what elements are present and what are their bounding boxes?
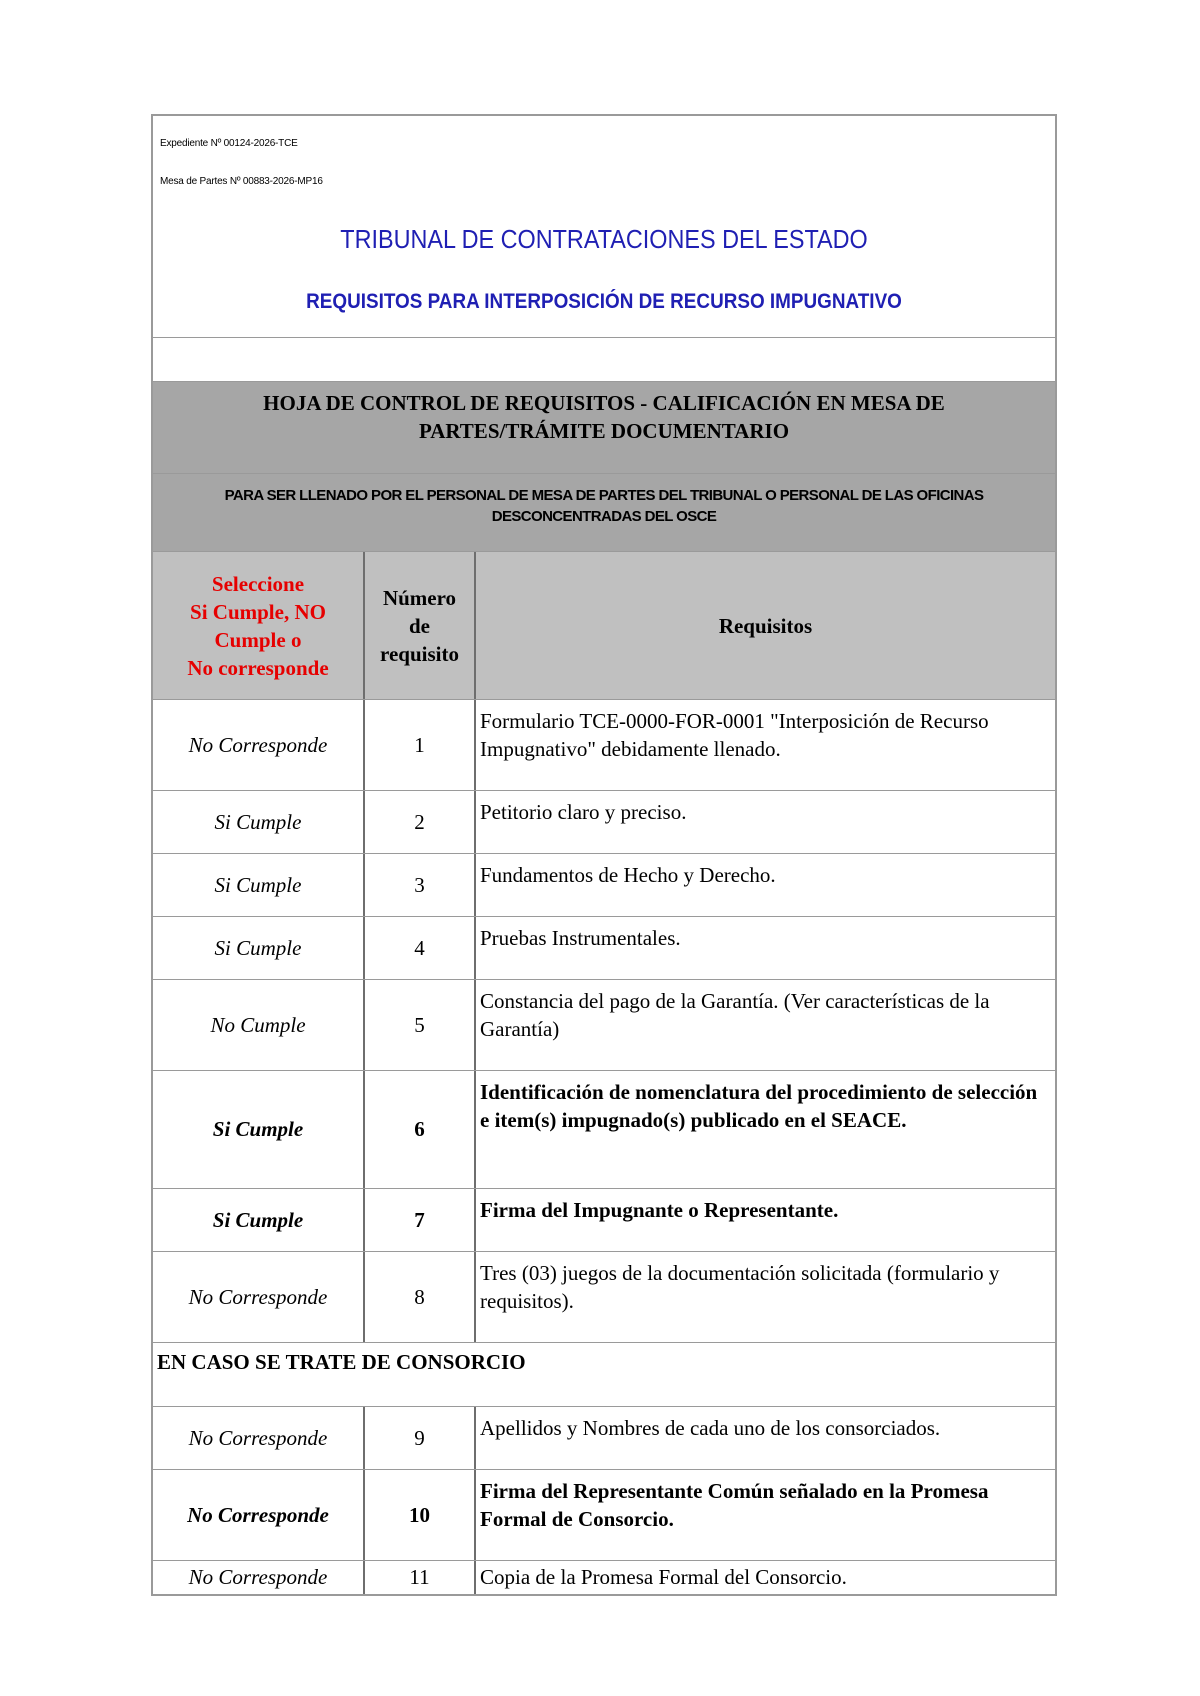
- control-note-line2: DESCONCENTRADAS DEL OSCE: [491, 508, 717, 525]
- row-status[interactable]: Si Cumple: [214, 935, 302, 960]
- row-status[interactable]: No Corresponde: [187, 1502, 329, 1527]
- header-select-line4: No corresponde: [187, 655, 329, 680]
- row-status[interactable]: Si Cumple: [214, 809, 302, 834]
- header-number-line1: Número: [382, 585, 457, 610]
- table-row: [153, 1189, 1055, 1252]
- control-heading-line1: HOJA DE CONTROL DE REQUISITOS - CALIFICACIÓN EN MESA DE: [263, 391, 945, 415]
- header-number-line3: requisito: [380, 641, 459, 666]
- row-requirement: Petitorio claro y preciso.: [480, 800, 687, 824]
- header-select-line3: Cumple o: [214, 627, 302, 652]
- row-number: 8: [414, 1284, 425, 1309]
- table-header: [153, 552, 1055, 700]
- row-number: 3: [414, 872, 425, 897]
- row-requirement: Tres (03) juegos de la documentación solicitada (formulario y requisitos).: [480, 1261, 1000, 1313]
- header-select-line1: Seleccione: [211, 571, 305, 596]
- row-number: 7: [414, 1207, 425, 1232]
- row-number: 4: [414, 935, 425, 960]
- table-row: [153, 917, 1055, 980]
- requirements-sheet: [151, 114, 1057, 1596]
- page-title: TRIBUNAL DE CONTRATACIONES DEL ESTADO: [340, 224, 868, 254]
- row-number: 1: [414, 732, 425, 757]
- control-note: [153, 474, 1055, 552]
- row-status[interactable]: Si Cumple: [214, 872, 302, 897]
- row-status[interactable]: Si Cumple: [212, 1117, 304, 1141]
- header-number: [365, 552, 474, 699]
- control-heading: [153, 382, 1055, 474]
- expediente-number: Expediente Nº 00124-2026-TCE: [160, 138, 298, 149]
- table-row: [153, 791, 1055, 854]
- control-heading-line2: PARTES/TRÁMITE DOCUMENTARIO: [418, 419, 790, 443]
- row-requirement: Apellidos y Nombres de cada uno de los consorciados.: [480, 1416, 941, 1440]
- table-row: [153, 1252, 1055, 1343]
- table-row: [153, 1407, 1055, 1470]
- row-requirement: Firma del Representante Común señalado en la Promesa Formal de Consorcio.: [480, 1479, 989, 1531]
- table-row: [153, 1470, 1055, 1561]
- table-row: [153, 700, 1055, 791]
- row-status[interactable]: No Corresponde: [188, 1565, 328, 1589]
- row-number: 2: [414, 809, 425, 834]
- row-requirement: Formulario TCE-0000-FOR-0001 "Interposición de Recurso Impugnativo" debidamente llenado.: [480, 709, 989, 761]
- page-subtitle: REQUISITOS PARA INTERPOSICIÓN DE RECURSO IMPUGNATIVO: [306, 290, 902, 313]
- row-number: 10: [409, 1502, 430, 1527]
- row-number: 6: [414, 1117, 425, 1141]
- table-row: [153, 854, 1055, 917]
- row-status[interactable]: No Corresponde: [188, 1284, 328, 1309]
- mesa-partes-number: Mesa de Partes Nº 00883-2026-MP16: [160, 176, 323, 187]
- row-number: 5: [414, 1012, 425, 1037]
- control-note-line1: PARA SER LLENADO POR EL PERSONAL DE MESA DE PARTES DEL TRIBUNAL O PERSONAL DE LAS OFICINAS: [224, 487, 984, 504]
- row-status[interactable]: No Cumple: [210, 1012, 306, 1037]
- row-requirement: Firma del Impugnante o Representante.: [480, 1198, 839, 1222]
- document-header: [153, 116, 1055, 338]
- row-requirement: Pruebas Instrumentales.: [480, 926, 681, 950]
- header-select-line2: Si Cumple, NO: [190, 599, 326, 624]
- row-status[interactable]: No Corresponde: [188, 732, 328, 757]
- consorcio-section-heading: EN CASO SE TRATE DE CONSORCIO: [153, 1343, 1055, 1407]
- header-number-line2: de: [409, 613, 430, 638]
- table-row: [153, 1561, 1055, 1594]
- header-select-status: [153, 552, 363, 699]
- row-number: 11: [409, 1565, 430, 1589]
- row-number: 9: [414, 1425, 425, 1450]
- row-requirement: Fundamentos de Hecho y Derecho.: [480, 863, 776, 887]
- table-row: [153, 1071, 1055, 1189]
- row-requirement: Identificación de nomenclatura del procedimiento de selección e item(s) impugnado(s) publicado en el SEACE.: [480, 1080, 1038, 1132]
- header-requirements: Requisitos: [718, 613, 813, 638]
- row-requirement: Copia de la Promesa Formal del Consorcio.: [480, 1565, 847, 1589]
- spacer-row: [153, 338, 1055, 382]
- row-status[interactable]: Si Cumple: [212, 1207, 304, 1232]
- row-status[interactable]: No Corresponde: [188, 1425, 328, 1450]
- row-requirement: Constancia del pago de la Garantía. (Ver características de la Garantía): [480, 989, 990, 1041]
- table-row: [153, 980, 1055, 1071]
